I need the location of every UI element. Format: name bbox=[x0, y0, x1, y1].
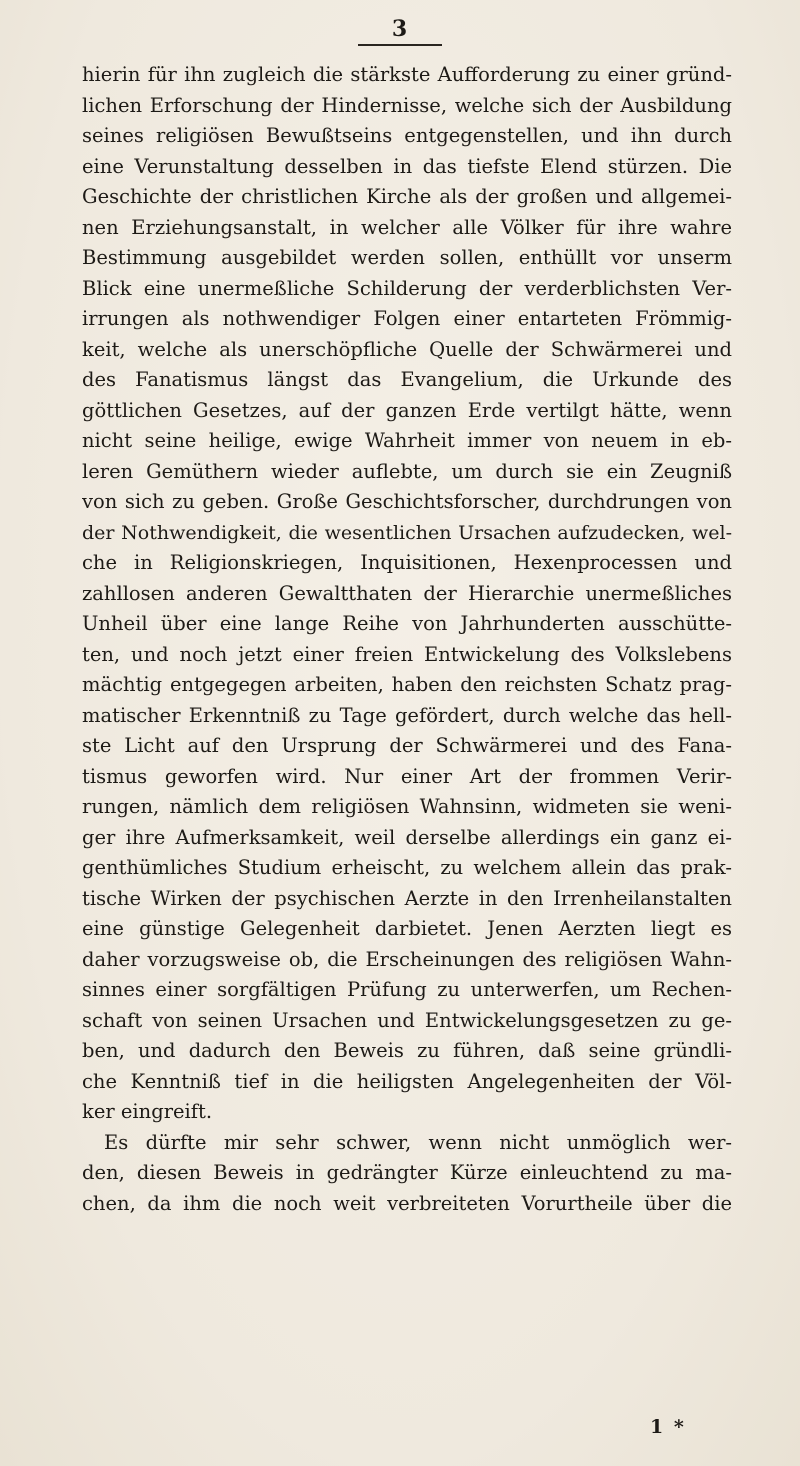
page-header bbox=[0, 18, 800, 46]
text-line: zahllosen anderen Gewaltthaten der Hierarchie unermeßliches bbox=[82, 581, 732, 605]
text-line: eine Verunstaltung desselben in das tiefste Elend stürzen. Die bbox=[82, 154, 732, 178]
text-line: ste Licht auf den Ursprung der Schwärmerei und des Fana- bbox=[82, 734, 732, 757]
text-line: seines religiösen Bewußtseins entgegenstellen, und ihn durch bbox=[82, 124, 732, 147]
text-line: sinnes einer sorgfältigen Prüfung zu unterwerfen, um Rechen- bbox=[82, 978, 732, 1001]
paragraph-start-line: Es dürfte mir sehr schwer, wenn nicht unmöglich wer- bbox=[104, 1130, 732, 1154]
text-line: den, diesen Beweis in gedrängter Kürze einleuchtend zu ma- bbox=[82, 1161, 732, 1184]
page-number: 3 bbox=[358, 18, 442, 46]
text-line: der Nothwendigkeit, die wesentlichen Ursachen aufzudecken, wel- bbox=[82, 521, 732, 544]
text-line: genthümliches Studium erheischt, zu welchem allein das prak- bbox=[82, 856, 732, 879]
signature-mark: 1 * bbox=[650, 1416, 686, 1438]
text-line: che in Religionskriegen, Inquisitionen, Hexenprocessen und bbox=[82, 551, 732, 574]
text-line: mächtig entgegegen arbeiten, haben den reichsten Schatz prag- bbox=[82, 673, 732, 696]
text-line: nicht seine heilige, ewige Wahrheit immer von neuem in eb- bbox=[82, 429, 732, 452]
text-line: schaft von seinen Ursachen und Entwickelungsgesetzen zu ge- bbox=[82, 1008, 732, 1032]
text-line: che Kenntniß tief in die heiligsten Angelegenheiten der Völ- bbox=[82, 1069, 732, 1093]
text-line: hierin für ihn zugleich die stärkste Aufforderung zu einer gründ- bbox=[82, 63, 732, 86]
text-line: tische Wirken der psychischen Aerzte in den Irrenheilanstalten bbox=[82, 886, 732, 910]
body-text bbox=[82, 60, 732, 1219]
text-line: irrungen als nothwendiger Folgen einer entarteten Frömmig- bbox=[82, 307, 732, 330]
text-line: göttlichen Gesetzes, auf der ganzen Erde vertilgt hätte, wenn bbox=[82, 398, 732, 422]
text-line: rungen, nämlich dem religiösen Wahnsinn, widmeten sie weni- bbox=[82, 795, 732, 818]
text-line: Bestimmung ausgebildet werden sollen, enthüllt vor unserm bbox=[82, 246, 732, 269]
paragraph-end-line: ker eingreift. bbox=[82, 1100, 213, 1123]
text-line: Geschichte der christlichen Kirche als der großen und allgemei- bbox=[82, 185, 732, 208]
text-line: chen, da ihm die noch weit verbreiteten Vorurtheile über die bbox=[82, 1191, 732, 1215]
text-line: ten, und noch jetzt einer freien Entwickelung des Volkslebens bbox=[82, 642, 732, 666]
text-line: des Fanatismus längst das Evangelium, die Urkunde des bbox=[82, 368, 732, 391]
text-line: Unheil über eine lange Reihe von Jahrhunderten ausschütte- bbox=[82, 612, 732, 635]
text-line: ben, und dadurch den Beweis zu führen, daß seine gründli- bbox=[82, 1039, 732, 1062]
text-line: von sich zu geben. Große Geschichtsforscher, durchdrungen von bbox=[82, 490, 732, 513]
text-line: ger ihre Aufmerksamkeit, weil derselbe allerdings ein ganz ei- bbox=[82, 825, 732, 849]
text-line: nen Erziehungsanstalt, in welcher alle Völker für ihre wahre bbox=[82, 215, 732, 239]
text-line: matischer Erkenntniß zu Tage gefördert, durch welche das hell- bbox=[82, 703, 732, 727]
text-line: tismus geworfen wird. Nur einer Art der frommen Verir- bbox=[82, 764, 732, 788]
text-line: eine günstige Gelegenheit darbietet. Jenen Aerzten liegt es bbox=[82, 917, 732, 940]
text-line: keit, welche als unerschöpfliche Quelle der Schwärmerei und bbox=[82, 337, 732, 361]
text-line: Blick eine unermeßliche Schilderung der verderblichsten Ver- bbox=[82, 276, 732, 300]
text-line: lichen Erforschung der Hindernisse, welche sich der Ausbildung bbox=[82, 93, 732, 117]
text-line: leren Gemüthern wieder auflebte, um durch sie ein Zeugniß bbox=[82, 459, 732, 483]
text-line: daher vorzugsweise ob, die Erscheinungen des religiösen Wahn- bbox=[82, 947, 732, 971]
